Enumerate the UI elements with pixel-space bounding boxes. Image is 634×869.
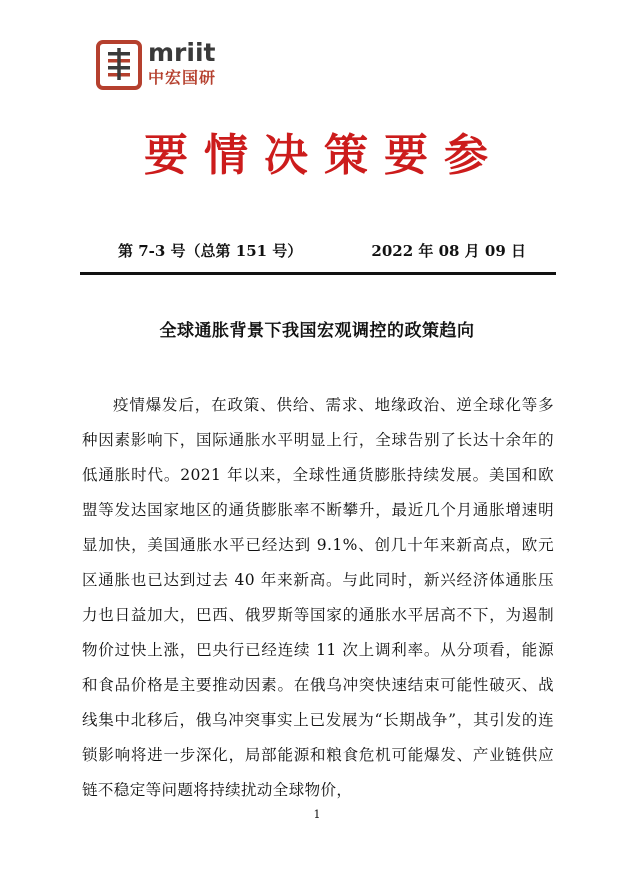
- masthead-title: 要情决策要参: [144, 130, 504, 181]
- logo-name-cn: 中宏国研: [148, 68, 217, 87]
- page-number: 1: [313, 808, 321, 821]
- issue-date: 2022 年 08 月 09 日: [371, 242, 526, 260]
- header-divider: [80, 272, 556, 275]
- article-paragraph: 疫情爆发后，在政策、供给、需求、地缘政治、逆全球化等多种因素影响下，国际通胀水平明显上行，全球告别了长达十余年的低通胀时代。2021 年以来，全球性通货膨胀持续发展。美国和欧盟等发达国家地区的通货膨胀率不断攀升，最近几个月通胀增速明显加快，美国通胀水平已经达到 9.1%、创几十年来新高点，欧元区通胀也已达到过去 40 年来新高。与此同时，新兴经济体通胀压力也日益加大，巴西、俄罗斯等国家的通胀水平居高不下，为遏制物价过快上涨，巴央行已经连续 11 次上调利率。从分项看，能源和食品价格是主要推动因素。在俄乌冲突快速结束可能性破灭、战线集中北移后，俄乌冲突事实上已发展为“长期战争”，其引发的连锁影响将进一步深化，局部能源和粮食危机可能爆发、产业链供应链不稳定等问题将持续扰动全球物价，: [82, 396, 554, 799]
- article-title: 全球通胀背景下我国宏观调控的政策趋向: [159, 321, 475, 341]
- mriit-logo-icon: [96, 40, 142, 90]
- logo-name-en: mriit: [148, 38, 216, 67]
- issue-number: 第 7-3 号（总第 151 号）: [118, 242, 303, 260]
- logo: [96, 40, 226, 92]
